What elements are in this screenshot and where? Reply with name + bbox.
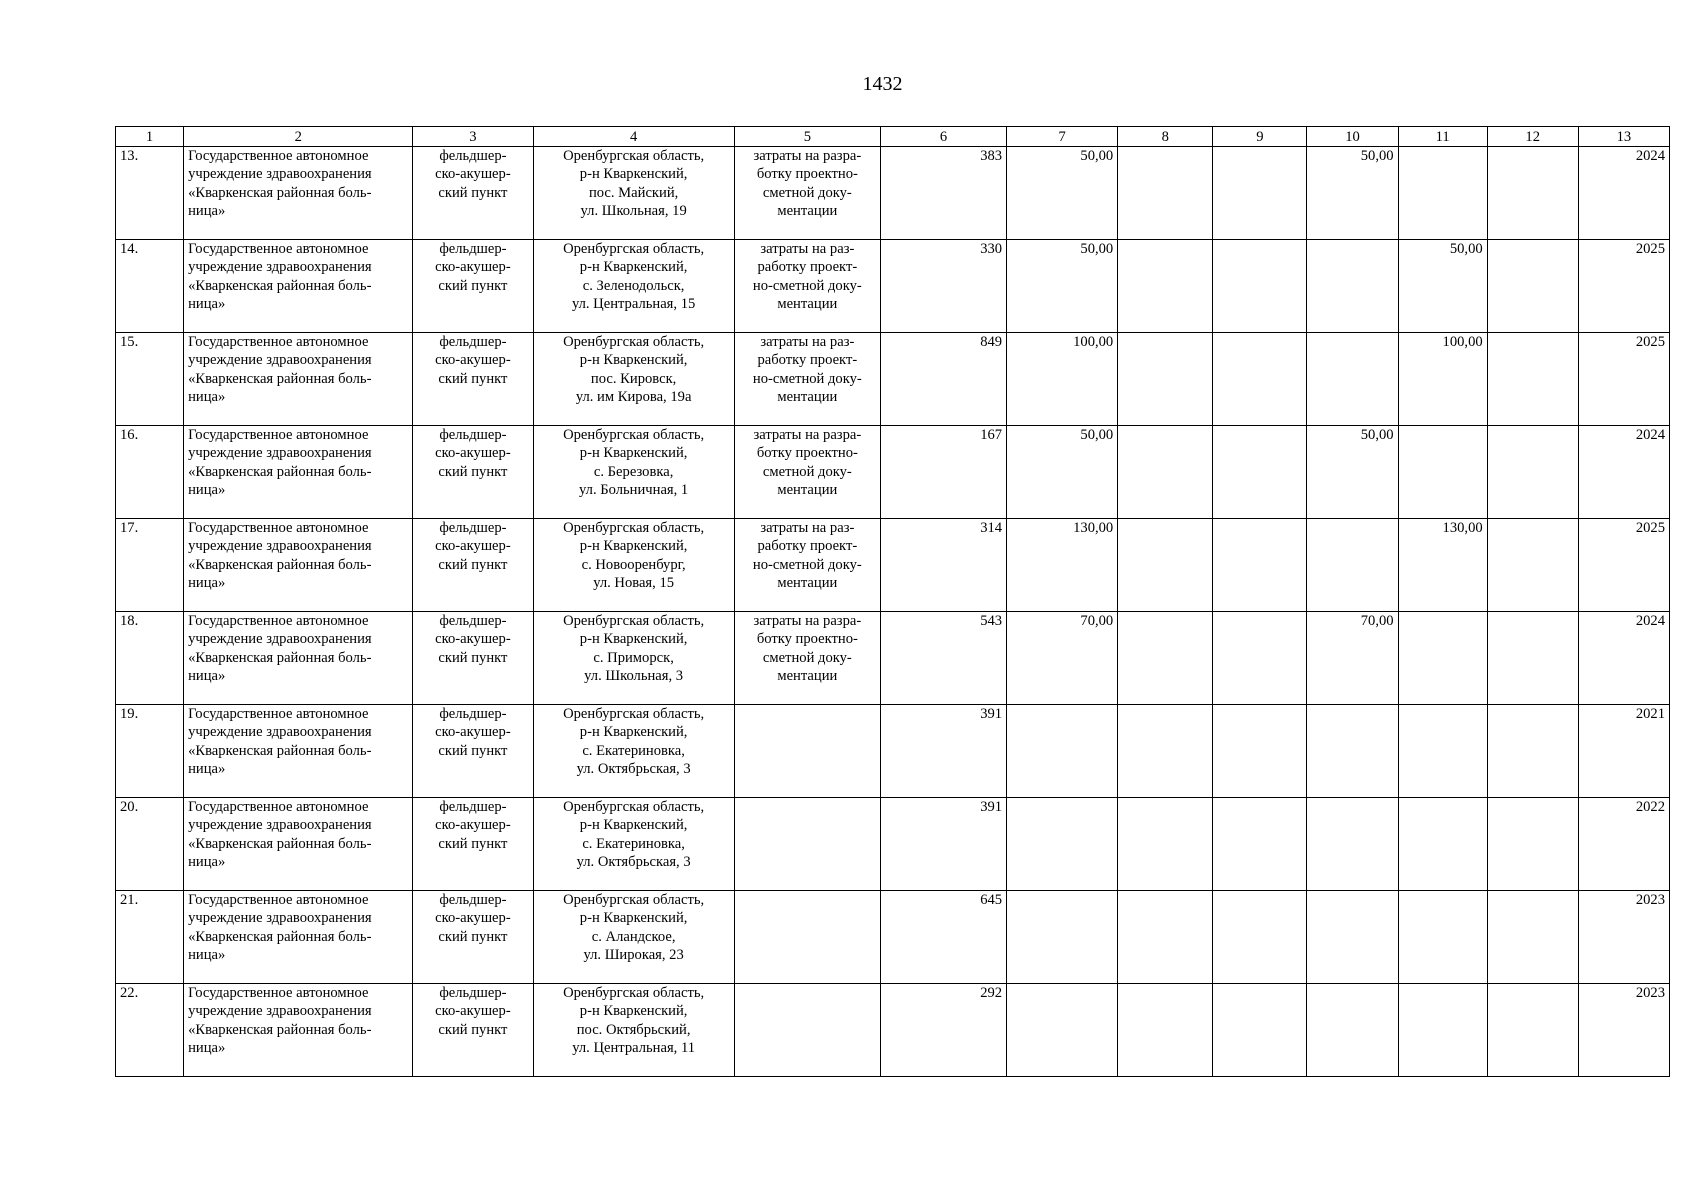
row-number: 19. (116, 705, 184, 798)
row-number: 17. (116, 519, 184, 612)
column-header: 2 (184, 127, 413, 147)
institution-name: Государственное автономное учреждение здравоохранения «Кваркенская районная боль- ница» (184, 612, 413, 705)
cell-col-9 (1213, 705, 1307, 798)
table-row (116, 798, 1670, 891)
institution-name: Государственное автономное учреждение здравоохранения «Кваркенская районная боль- ница» (184, 798, 413, 891)
facility-type: фельдшер- ско-акушер- ский пункт (413, 333, 533, 426)
cell-col-7: 100,00 (1007, 333, 1118, 426)
cell-col-9 (1213, 612, 1307, 705)
institution-name: Государственное автономное учреждение здравоохранения «Кваркенская районная боль- ница» (184, 705, 413, 798)
cell-col-9 (1213, 333, 1307, 426)
cell-col-8 (1118, 333, 1213, 426)
institution-name: Государственное автономное учреждение здравоохранения «Кваркенская районная боль- ница» (184, 147, 413, 240)
cell-col-6: 391 (880, 798, 1006, 891)
cell-col-6: 330 (880, 240, 1006, 333)
institution-name: Государственное автономное учреждение здравоохранения «Кваркенская районная боль- ница» (184, 519, 413, 612)
cell-col-12 (1487, 798, 1578, 891)
cell-col-11: 100,00 (1398, 333, 1487, 426)
cell-col-8 (1118, 984, 1213, 1077)
row-number: 14. (116, 240, 184, 333)
table-row (116, 519, 1670, 612)
row-number: 13. (116, 147, 184, 240)
facility-address: Оренбургская область, р-н Кваркенский, с. Новооренбург, ул. Новая, 15 (533, 519, 734, 612)
cell-col-12 (1487, 984, 1578, 1077)
facility-address: Оренбургская область, р-н Кваркенский, с. Зеленодольск, ул. Центральная, 15 (533, 240, 734, 333)
cell-col-10 (1307, 798, 1398, 891)
cell-col-7: 50,00 (1007, 240, 1118, 333)
column-header: 3 (413, 127, 533, 147)
expense-purpose: затраты на разра- ботку проектно- сметной доку- ментации (734, 147, 880, 240)
header-row (116, 127, 1670, 147)
cell-col-8 (1118, 147, 1213, 240)
row-number: 21. (116, 891, 184, 984)
cell-col-13: 2024 (1578, 147, 1669, 240)
cell-col-12 (1487, 612, 1578, 705)
institution-name: Государственное автономное учреждение здравоохранения «Кваркенская районная боль- ница» (184, 984, 413, 1077)
facility-type: фельдшер- ско-акушер- ский пункт (413, 798, 533, 891)
table-row (116, 240, 1670, 333)
cell-col-7: 130,00 (1007, 519, 1118, 612)
cell-col-10 (1307, 240, 1398, 333)
expense-purpose: затраты на разра- ботку проектно- сметной доку- ментации (734, 426, 880, 519)
data-table (115, 126, 1670, 1077)
facility-address: Оренбургская область, р-н Кваркенский, с. Березовка, ул. Больничная, 1 (533, 426, 734, 519)
facility-address: Оренбургская область, р-н Кваркенский, с. Приморск, ул. Школьная, 3 (533, 612, 734, 705)
cell-col-11 (1398, 891, 1487, 984)
cell-col-7: 70,00 (1007, 612, 1118, 705)
facility-type: фельдшер- ско-акушер- ский пункт (413, 891, 533, 984)
cell-col-9 (1213, 519, 1307, 612)
row-number: 18. (116, 612, 184, 705)
expense-purpose (734, 891, 880, 984)
cell-col-10 (1307, 519, 1398, 612)
cell-col-13: 2025 (1578, 333, 1669, 426)
cell-col-12 (1487, 891, 1578, 984)
column-header: 5 (734, 127, 880, 147)
cell-col-9 (1213, 147, 1307, 240)
column-header: 7 (1007, 127, 1118, 147)
table-row (116, 984, 1670, 1077)
table-row (116, 612, 1670, 705)
cell-col-10: 70,00 (1307, 612, 1398, 705)
cell-col-11 (1398, 798, 1487, 891)
cell-col-8 (1118, 240, 1213, 333)
cell-col-12 (1487, 426, 1578, 519)
cell-col-12 (1487, 240, 1578, 333)
cell-col-7: 50,00 (1007, 147, 1118, 240)
cell-col-12 (1487, 147, 1578, 240)
cell-col-13: 2025 (1578, 519, 1669, 612)
column-header: 9 (1213, 127, 1307, 147)
cell-col-6: 167 (880, 426, 1006, 519)
cell-col-10 (1307, 705, 1398, 798)
cell-col-6: 849 (880, 333, 1006, 426)
cell-col-7 (1007, 705, 1118, 798)
table-row (116, 147, 1670, 240)
column-header: 11 (1398, 127, 1487, 147)
cell-col-8 (1118, 891, 1213, 984)
cell-col-10 (1307, 984, 1398, 1077)
cell-col-6: 292 (880, 984, 1006, 1077)
column-header: 12 (1487, 127, 1578, 147)
institution-name: Государственное автономное учреждение здравоохранения «Кваркенская районная боль- ница» (184, 891, 413, 984)
cell-col-11 (1398, 426, 1487, 519)
cell-col-13: 2022 (1578, 798, 1669, 891)
row-number: 22. (116, 984, 184, 1077)
institution-name: Государственное автономное учреждение здравоохранения «Кваркенская районная боль- ница» (184, 333, 413, 426)
column-header: 8 (1118, 127, 1213, 147)
expense-purpose (734, 798, 880, 891)
cell-col-13: 2023 (1578, 984, 1669, 1077)
page-number: 1432 (862, 73, 903, 95)
cell-col-11 (1398, 984, 1487, 1077)
table-header (116, 127, 1670, 147)
cell-col-13: 2023 (1578, 891, 1669, 984)
cell-col-6: 314 (880, 519, 1006, 612)
cell-col-6: 391 (880, 705, 1006, 798)
facility-address: Оренбургская область, р-н Кваркенский, с. Аландское, ул. Широкая, 23 (533, 891, 734, 984)
column-header: 1 (116, 127, 184, 147)
column-header: 10 (1307, 127, 1398, 147)
cell-col-6: 383 (880, 147, 1006, 240)
cell-col-8 (1118, 612, 1213, 705)
cell-col-7 (1007, 984, 1118, 1077)
cell-col-7: 50,00 (1007, 426, 1118, 519)
cell-col-11: 130,00 (1398, 519, 1487, 612)
facility-type: фельдшер- ско-акушер- ский пункт (413, 147, 533, 240)
cell-col-8 (1118, 705, 1213, 798)
facility-type: фельдшер- ско-акушер- ский пункт (413, 426, 533, 519)
table-row (116, 426, 1670, 519)
facility-type: фельдшер- ско-акушер- ский пункт (413, 519, 533, 612)
column-header: 4 (533, 127, 734, 147)
expense-purpose (734, 984, 880, 1077)
cell-col-9 (1213, 426, 1307, 519)
cell-col-13: 2024 (1578, 612, 1669, 705)
table-row (116, 705, 1670, 798)
cell-col-6: 543 (880, 612, 1006, 705)
facility-type: фельдшер- ско-акушер- ский пункт (413, 240, 533, 333)
column-header: 6 (880, 127, 1006, 147)
institution-name: Государственное автономное учреждение здравоохранения «Кваркенская районная боль- ница» (184, 240, 413, 333)
table-body (116, 147, 1670, 1077)
facility-address: Оренбургская область, р-н Кваркенский, пос. Кировск, ул. им Кирова, 19а (533, 333, 734, 426)
cell-col-11 (1398, 612, 1487, 705)
cell-col-10: 50,00 (1307, 147, 1398, 240)
cell-col-9 (1213, 984, 1307, 1077)
facility-address: Оренбургская область, р-н Кваркенский, с. Екатериновка, ул. Октябрьская, 3 (533, 705, 734, 798)
cell-col-13: 2021 (1578, 705, 1669, 798)
cell-col-10 (1307, 333, 1398, 426)
expense-purpose: затраты на раз- работку проект- но-сметной доку- ментации (734, 333, 880, 426)
facility-address: Оренбургская область, р-н Кваркенский, с. Екатериновка, ул. Октябрьская, 3 (533, 798, 734, 891)
expense-purpose: затраты на разра- ботку проектно- сметной доку- ментации (734, 612, 880, 705)
cell-col-6: 645 (880, 891, 1006, 984)
facility-type: фельдшер- ско-акушер- ский пункт (413, 984, 533, 1077)
row-number: 20. (116, 798, 184, 891)
facility-type: фельдшер- ско-акушер- ский пункт (413, 705, 533, 798)
cell-col-7 (1007, 798, 1118, 891)
expense-purpose (734, 705, 880, 798)
cell-col-9 (1213, 798, 1307, 891)
cell-col-8 (1118, 426, 1213, 519)
cell-col-12 (1487, 705, 1578, 798)
cell-col-10: 50,00 (1307, 426, 1398, 519)
cell-col-13: 2025 (1578, 240, 1669, 333)
facility-address: Оренбургская область, р-н Кваркенский, пос. Майский, ул. Школьная, 19 (533, 147, 734, 240)
cell-col-12 (1487, 333, 1578, 426)
facility-type: фельдшер- ско-акушер- ский пункт (413, 612, 533, 705)
column-header: 13 (1578, 127, 1669, 147)
table-row (116, 891, 1670, 984)
cell-col-13: 2024 (1578, 426, 1669, 519)
cell-col-9 (1213, 891, 1307, 984)
row-number: 15. (116, 333, 184, 426)
cell-col-10 (1307, 891, 1398, 984)
facility-address: Оренбургская область, р-н Кваркенский, пос. Октябрьский, ул. Центральная, 11 (533, 984, 734, 1077)
cell-col-9 (1213, 240, 1307, 333)
cell-col-11 (1398, 147, 1487, 240)
expense-purpose: затраты на раз- работку проект- но-сметной доку- ментации (734, 519, 880, 612)
cell-col-8 (1118, 519, 1213, 612)
institution-name: Государственное автономное учреждение здравоохранения «Кваркенская районная боль- ница» (184, 426, 413, 519)
cell-col-7 (1007, 891, 1118, 984)
table-row (116, 333, 1670, 426)
expense-purpose: затраты на раз- работку проект- но-сметной доку- ментации (734, 240, 880, 333)
row-number: 16. (116, 426, 184, 519)
cell-col-11: 50,00 (1398, 240, 1487, 333)
cell-col-12 (1487, 519, 1578, 612)
cell-col-8 (1118, 798, 1213, 891)
cell-col-11 (1398, 705, 1487, 798)
